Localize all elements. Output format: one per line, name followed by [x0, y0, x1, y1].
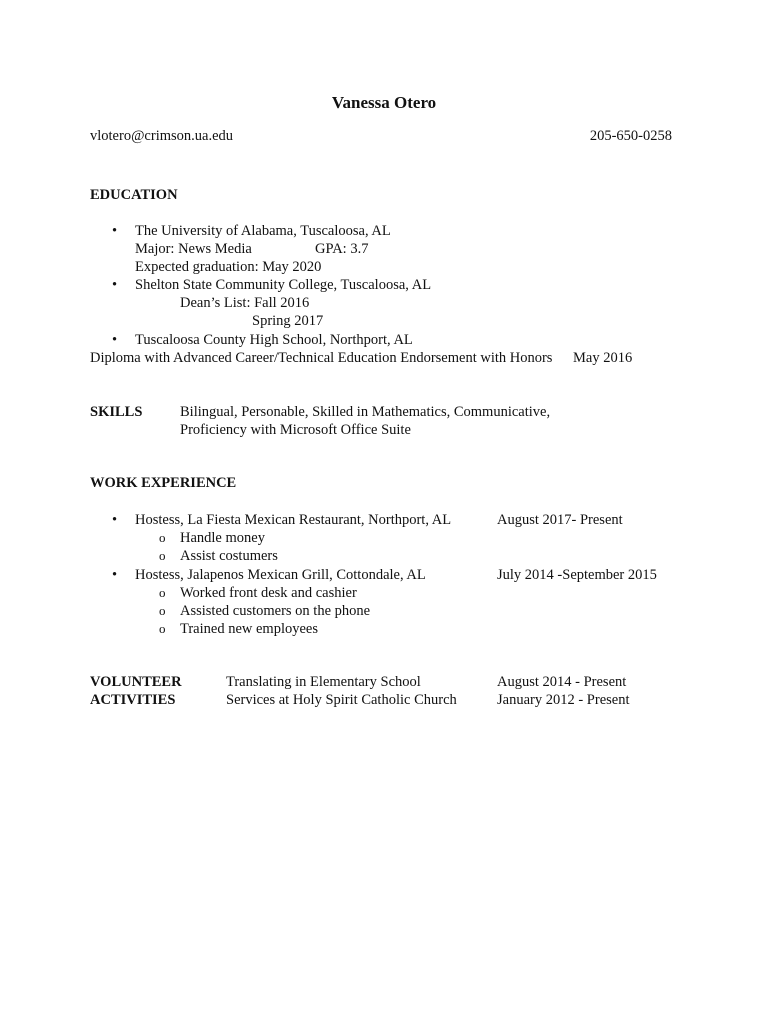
education-major: Major: News Media: [135, 241, 252, 257]
education-deans-list-1: Dean’s List: Fall 2016: [180, 295, 310, 311]
education-school-2: • Shelton State Community College, Tuscaloosa, AL: [135, 276, 431, 294]
education-school-3: • Tuscaloosa County High School, Northport, AL: [135, 331, 413, 349]
volunteer-activity-1-dates: August 2014 - Present: [497, 674, 627, 690]
job-2-duty-1: o Worked front desk and cashier: [180, 584, 357, 602]
education-heading: EDUCATION: [90, 187, 178, 203]
skills-line-1: Bilingual, Personable, Skilled in Mathematics, Communicative,: [180, 404, 551, 420]
education-diploma-date: May 2016: [573, 350, 633, 366]
education-diploma: Diploma with Advanced Career/Technical Education Endorsement with Honors: [90, 350, 553, 366]
education-graduation: Expected graduation: May 2020: [135, 259, 322, 275]
resume-name: Vanessa Otero: [331, 93, 437, 112]
job-2-dates: July 2014 -September 2015: [497, 567, 657, 583]
job-1-duty-1: o Handle money: [180, 529, 265, 547]
volunteer-heading-1: VOLUNTEER: [90, 674, 182, 690]
volunteer-heading-2: ACTIVITIES: [90, 692, 176, 708]
phone: 205-650-0258: [589, 128, 672, 144]
volunteer-activity-1: Translating in Elementary School: [226, 674, 421, 690]
education-deans-list-2: Spring 2017: [252, 313, 324, 329]
job-2-duty-3: o Trained new employees: [180, 620, 318, 638]
skills-heading: SKILLS: [90, 404, 143, 420]
job-1-duty-2: o Assist costumers: [180, 547, 278, 565]
job-1-dates: August 2017- Present: [497, 512, 623, 528]
skills-line-2: Proficiency with Microsoft Office Suite: [180, 422, 411, 438]
volunteer-activity-2-dates: January 2012 - Present: [497, 692, 630, 708]
education-gpa: GPA: 3.7: [315, 241, 369, 257]
job-2-title: • Hostess, Jalapenos Mexican Grill, Cottondale, AL: [135, 566, 426, 584]
education-school-1: • The University of Alabama, Tuscaloosa, AL: [135, 222, 391, 240]
email: vlotero@crimson.ua.edu: [90, 128, 234, 144]
work-heading: WORK EXPERIENCE: [90, 475, 237, 491]
volunteer-activity-2: Services at Holy Spirit Catholic Church: [226, 692, 457, 708]
job-2-duty-2: o Assisted customers on the phone: [180, 602, 370, 620]
job-1-title: • Hostess, La Fiesta Mexican Restaurant, Northport, AL: [135, 511, 451, 529]
